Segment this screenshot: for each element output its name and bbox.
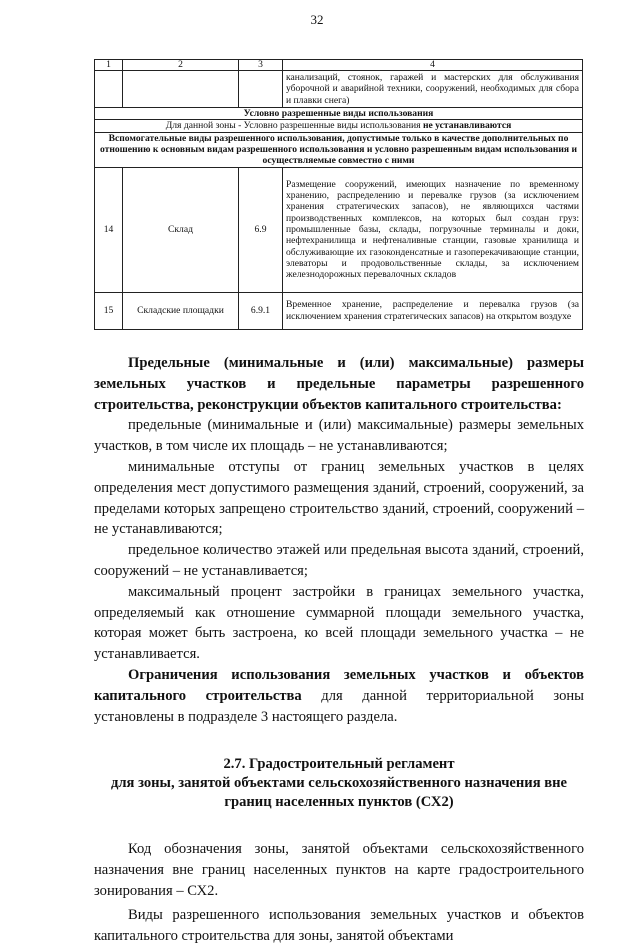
table-row-conditional-title: [95, 108, 583, 120]
auxiliary-uses-title: Вспомогательные виды разрешенного использования, допустимые только в качестве дополнительных по отношению к основным видам разрешенного использования и условно разрешенным видам использования и осуществляемые совместно с ними: [95, 132, 583, 167]
paragraph-setbacks: минимальные отступы от границ земельных участков в целях определения мест допустимого размещения зданий, строений, сооружений, за пределами которых запрещено строительство зданий, строений, сооружений – не устанавливаются;: [94, 458, 584, 538]
paragraph-restrictions: [94, 665, 584, 727]
table-row: [95, 292, 583, 329]
table-header-cell: 1: [95, 60, 123, 71]
table-header-cell: 4: [283, 60, 583, 71]
restrictions-rest: для данной территориальной зоны установлены в подразделе 3 настоящего раздела.: [94, 687, 584, 725]
land-use-table: [94, 59, 583, 330]
paragraph-building-percent: максимальный процент застройки в границах земельного участка, определяемый как отношение суммарной площади земельного участка, которая может быть застроена, ко всей площади земельного участка – не устанавливается.: [94, 583, 584, 663]
row-code: 6.9: [239, 167, 283, 292]
section-title: [94, 755, 584, 812]
continuation-description: канализаций, стоянок, гаражей и мастерских для обслуживания уборочной и аварийной техники, сооружений, необходимых для сбора и плавки снега): [283, 71, 583, 108]
paragraph-floors: предельное количество этажей или предельная высота зданий, строений, сооружений – не устанавливается;: [94, 542, 584, 579]
table-row-continuation: [95, 71, 583, 108]
restrictions-bold: Ограничения использования земельных участков и объектов капитального строительства: [94, 666, 584, 704]
conditional-note-prefix: Для данной зоны - Условно разрешенные виды использования: [165, 120, 423, 132]
table-header-cell: 2: [123, 60, 239, 71]
row-name: Складские площадки: [123, 292, 239, 329]
paragraph-zone-code: Код обозначения зоны, занятой объектами сельскохозяйственного назначения вне границ населенных пунктов на карте градостроительного зонирования – СХ2.: [94, 841, 584, 899]
table-row: [95, 167, 583, 292]
conditional-uses-note: [95, 120, 583, 132]
conditional-uses-title: Условно разрешенные виды использования: [95, 108, 583, 120]
section-title-line: 2.7. Градостроительный регламент: [223, 756, 455, 773]
table-row-conditional-note: [95, 120, 583, 132]
conditional-note-bold: не устанавливаются: [422, 120, 512, 132]
paragraph-plot-sizes: предельные (минимальные и (или) максимальные) размеры земельных участков, в том числе их площадь – не устанавливаются;: [94, 417, 584, 455]
paragraph-permitted-uses: Виды разрешенного использования земельных участков и объектов капитального строительства для зоны, занятой объектами: [94, 906, 584, 944]
row-name: Склад: [123, 167, 239, 292]
limits-heading: Предельные (минимальные и (или) максимальные) размеры земельных участков и предельные параметры разрешенного строительства, реконструкции объектов капитального строительства:: [94, 355, 584, 413]
row-number: 14: [95, 167, 123, 292]
document-body: [94, 353, 584, 946]
table-header-row: [95, 60, 583, 71]
page-number: 32: [310, 12, 324, 27]
row-number: 15: [95, 292, 123, 329]
section-title-line: для зоны, занятой объектами сельскохозяйственного назначения вне: [110, 775, 568, 792]
row-description: Размещение сооружений, имеющих назначение по временному хранению, распределению и перевалке грузов (за исключением хранения стратегических запасов), не являющихся частями производственных комплексов, на которых был создан груз: промышленные базы, склады, погрузочные терминалы и доки, нефтехранилища и нефтеналивные станции, газовые хранилища и обслуживающие их газоконденсатные и газоперекачивающие станции, элеваторы и продовольственные склады, за исключением железнодорожных перевалочных складов: [283, 167, 583, 292]
row-description: Временное хранение, распределение и перевалка грузов (за исключением хранения стратегических запасов) на открытом воздухе: [283, 292, 583, 329]
table-header-cell: 3: [239, 60, 283, 71]
row-code: 6.9.1: [239, 292, 283, 329]
section-title-line: границ населенных пунктов (СХ2): [224, 794, 454, 811]
table-row-auxiliary-title: [95, 132, 583, 167]
